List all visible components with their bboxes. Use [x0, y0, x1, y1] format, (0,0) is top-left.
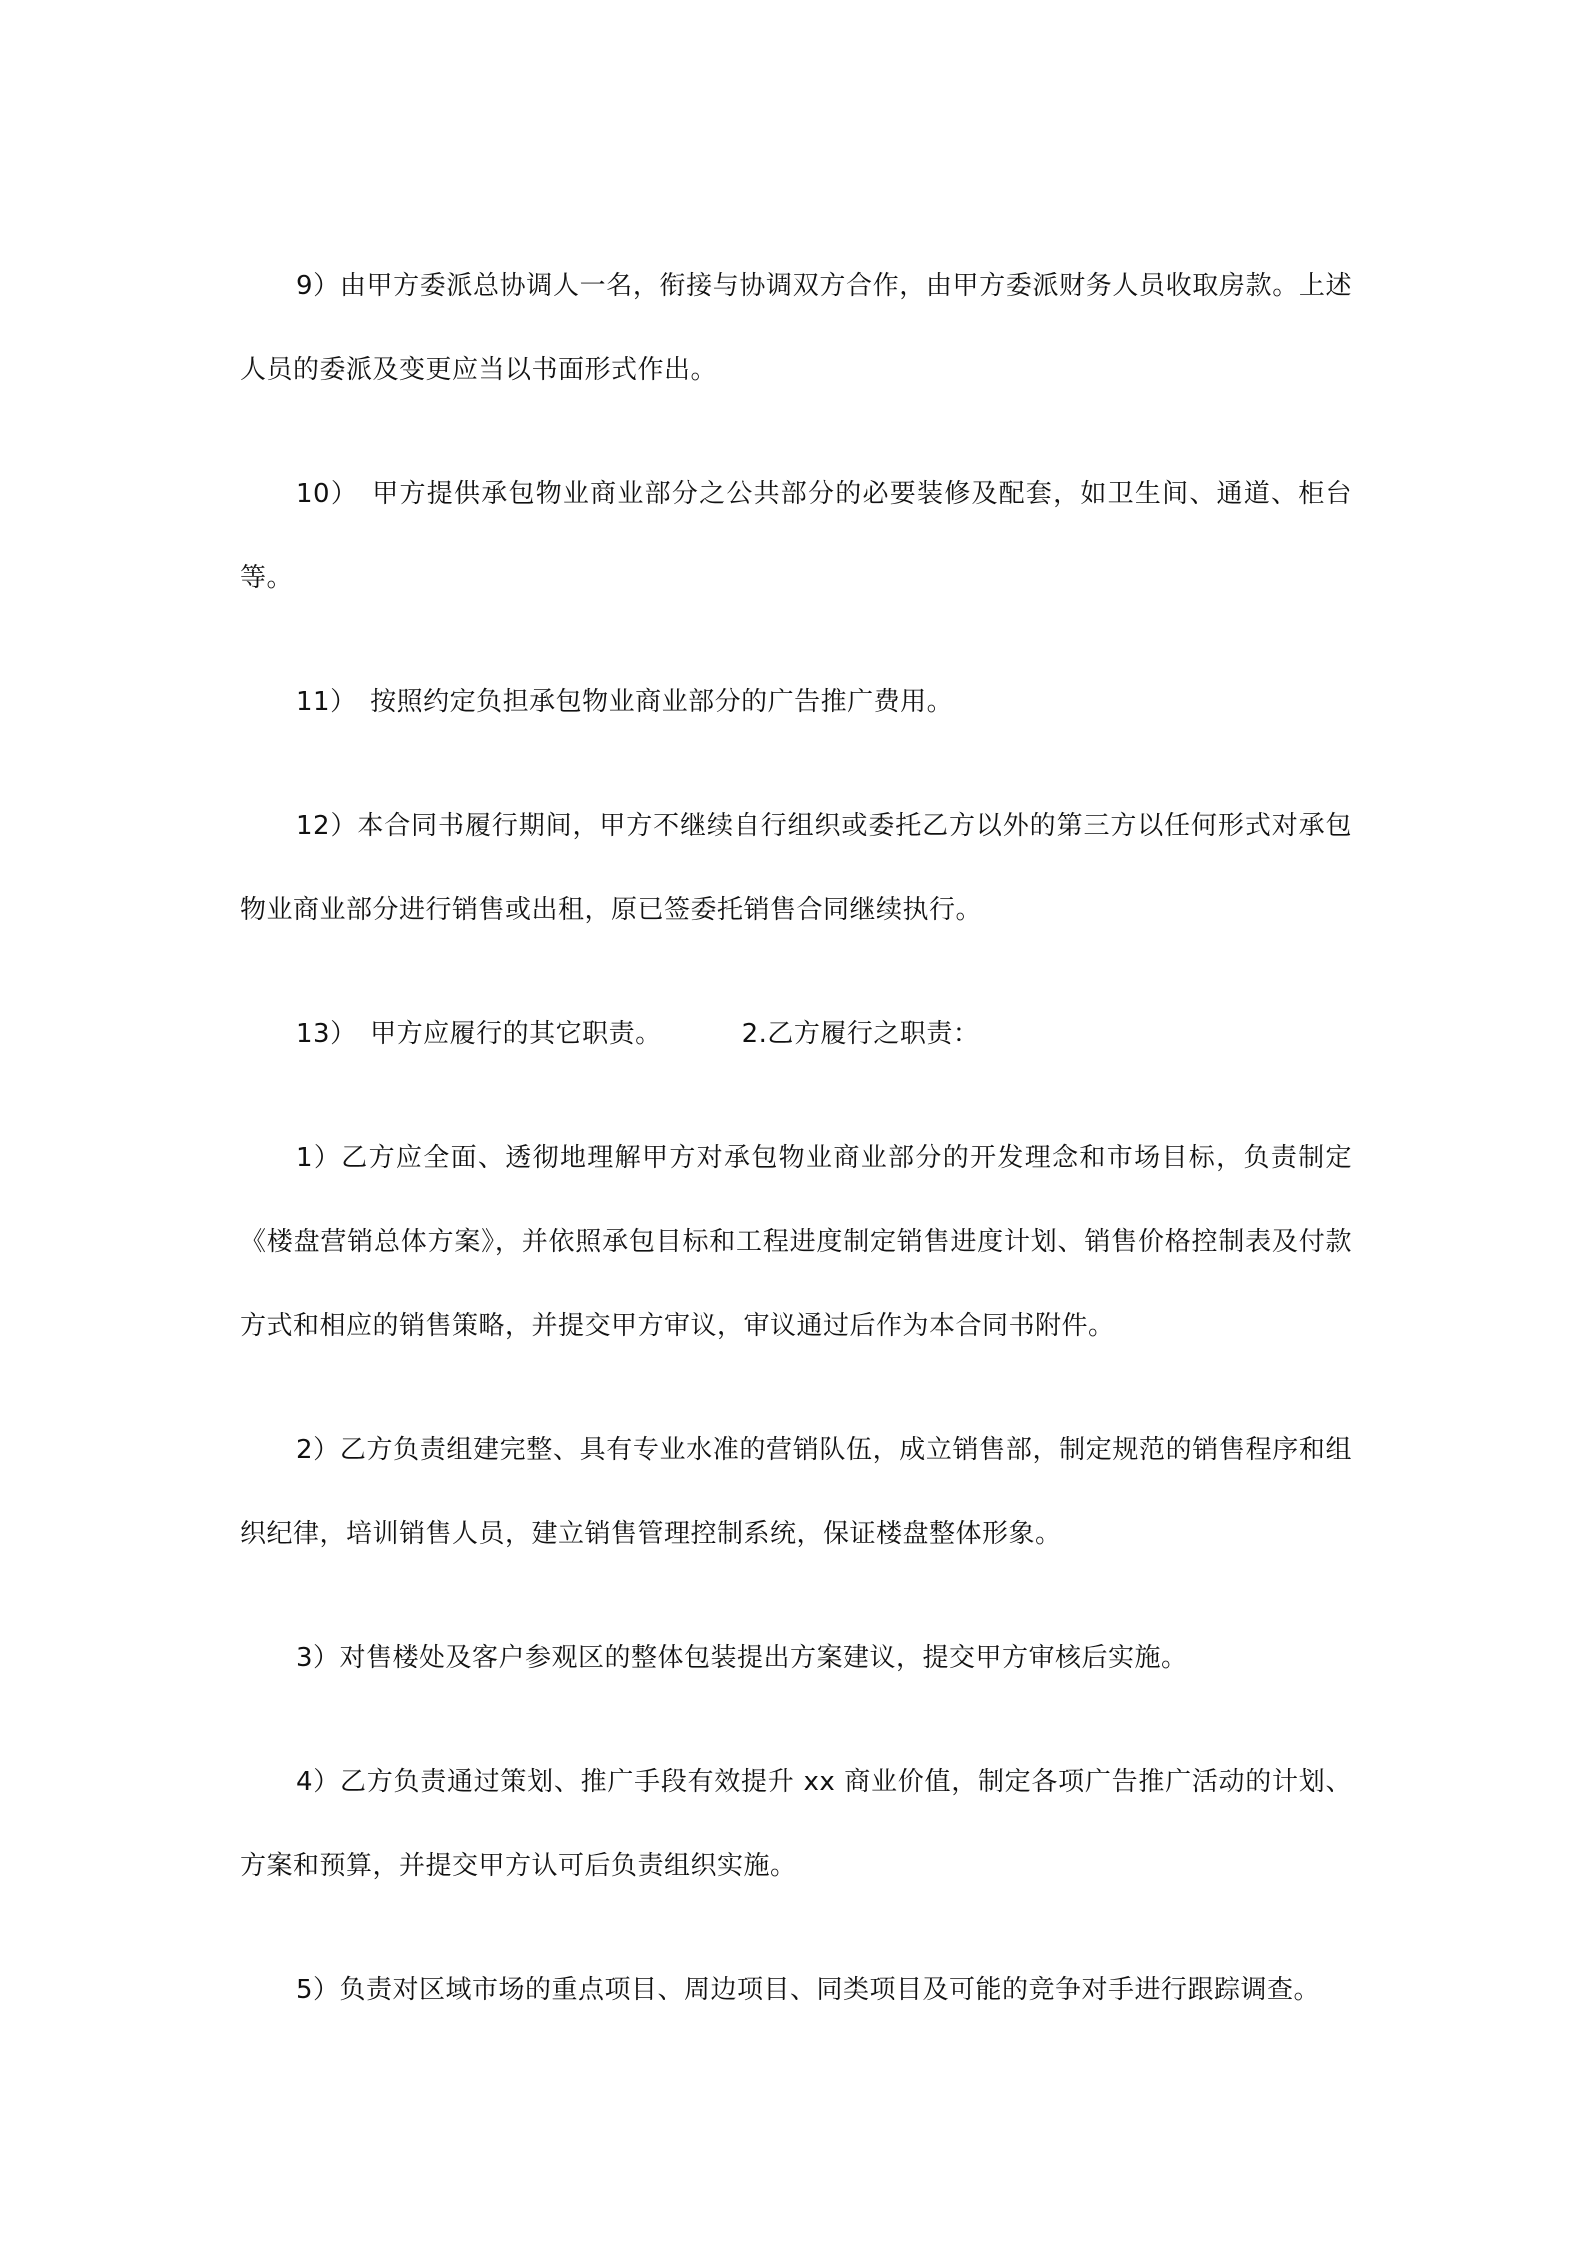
- paragraph-text: 4）乙方负责通过策划、推广手段有效提升 xx 商业价值，制定各项广告推广活动的计划、方案和预算，并提交甲方认可后负责组织实施。: [240, 1767, 1352, 1881]
- paragraph-text: 2）乙方负责组建完整、具有专业水准的营销队伍，成立销售部，制定规范的销售程序和组织纪律，培训销售人员，建立销售管理控制系统，保证楼盘整体形象。: [240, 1435, 1352, 1549]
- paragraph-text: 5）负责对区域市场的重点项目、周边项目、同类项目及可能的竞争对手进行跟踪调查。: [296, 1975, 1321, 2005]
- paragraph-b3: [240, 1616, 1352, 1700]
- paragraph-text: 13） 甲方应履行的其它职责。: [296, 1019, 662, 1049]
- paragraph-10: [240, 452, 1352, 620]
- paragraph-13: [240, 992, 1352, 1076]
- paragraph-text: 9）由甲方委派总协调人一名，衔接与协调双方合作，由甲方委派财务人员收取房款。上述人员的委派及变更应当以书面形式作出。: [240, 271, 1352, 385]
- paragraph-text: 3）对售楼处及客户参观区的整体包装提出方案建议，提交甲方审核后实施。: [296, 1643, 1188, 1673]
- paragraph-text: 12）本合同书履行期间，甲方不继续自行组织或委托乙方以外的第三方以任何形式对承包物业商业部分进行销售或出租，原已签委托销售合同继续执行。: [240, 811, 1352, 925]
- document-body: [240, 244, 1352, 2072]
- paragraph-11: [240, 660, 1352, 744]
- paragraph-b2: [240, 1408, 1352, 1576]
- paragraph-9: [240, 244, 1352, 412]
- paragraph-text: 1）乙方应全面、透彻地理解甲方对承包物业商业部分的开发理念和市场目标，负责制定《楼盘营销总体方案》，并依照承包目标和工程进度制定销售进度计划、销售价格控制表及付款方式和相应的销售策略，并提交甲方审议，审议通过后作为本合同书附件。: [240, 1143, 1352, 1341]
- paragraph-12: [240, 784, 1352, 952]
- paragraph-b5: [240, 1948, 1352, 2032]
- paragraph-b4: [240, 1740, 1352, 1908]
- paragraph-text: 11） 按照约定负担承包物业商业部分的广告推广费用。: [296, 687, 954, 717]
- paragraph-text: 10） 甲方提供承包物业商业部分之公共部分的必要装修及配套，如卫生间、通道、柜台等。: [240, 479, 1352, 593]
- paragraph-b1: [240, 1116, 1352, 1368]
- section-heading: 2.乙方履行之职责：: [741, 1019, 980, 1049]
